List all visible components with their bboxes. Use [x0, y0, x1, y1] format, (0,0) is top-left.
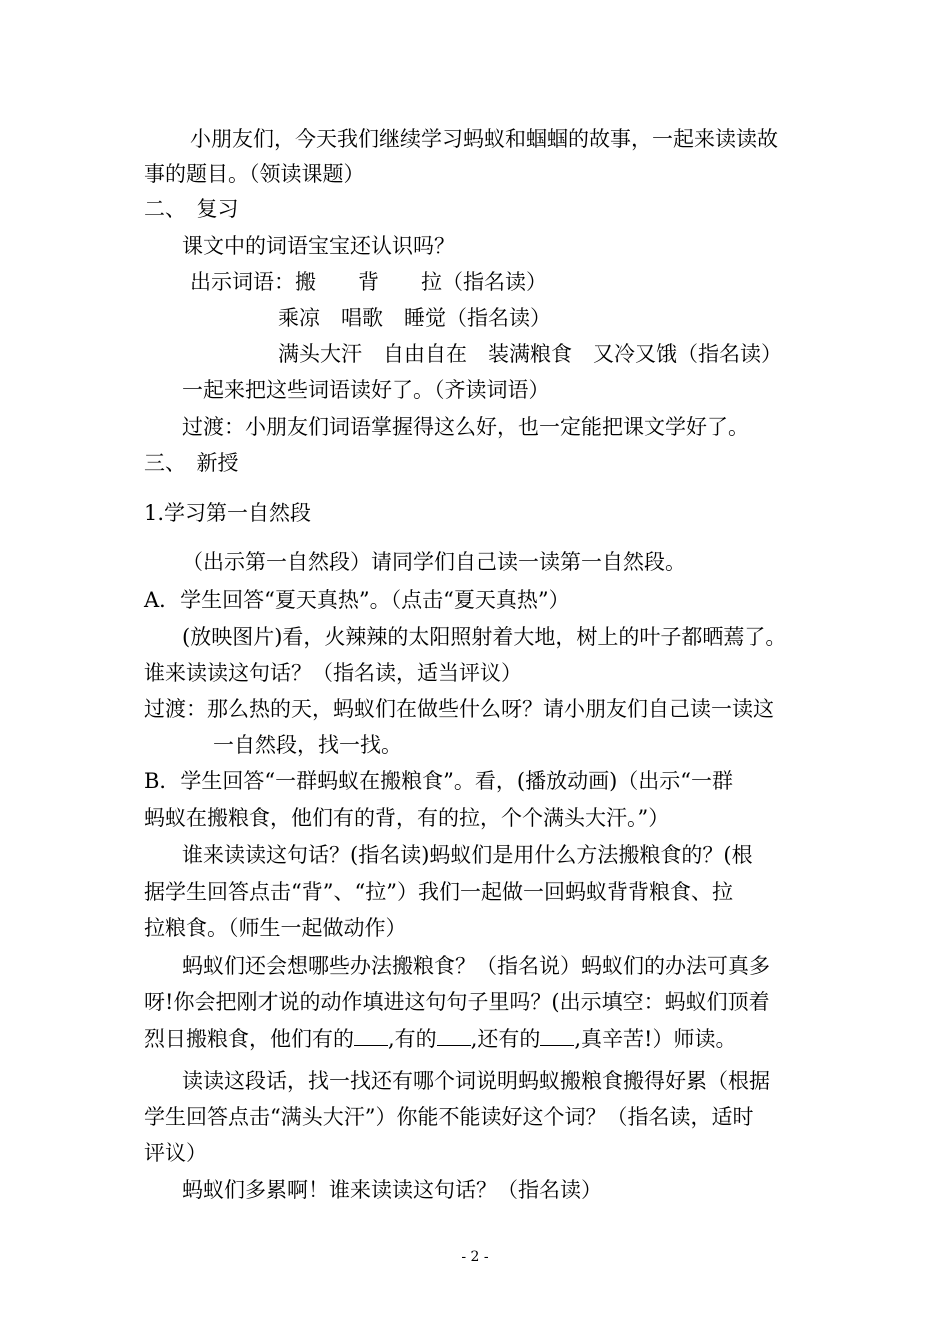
fill-text: ,有的: [388, 1027, 437, 1051]
paragraph-line: 课文中的词语宝宝还认识吗？: [182, 234, 455, 258]
paragraph-line: A．学生回答“夏天真热”。（点击“夏天真热”）: [144, 588, 570, 612]
paragraph-line: 拉粮食。（师生一起做动作）: [144, 916, 407, 940]
word-list-line: 出示词语：搬 背 拉（指名读）: [190, 270, 547, 294]
paragraph-line: (放映图片)看，火辣辣的太阳照射着大地，树上的叶子都晒蔫了。: [182, 625, 787, 649]
paragraph-line: 读读这段话，找一找还有哪个词说明蚂蚁搬粮食搬得好累（根据: [182, 1069, 770, 1093]
paragraph-line: 谁来读读这句话？（指名读，适当评议）: [144, 661, 522, 685]
paragraph-line: 评议）: [144, 1141, 207, 1165]
paragraph-line: 学生回答点击“满头大汗”）你能不能读好这个词？（指名读，适时: [144, 1105, 754, 1129]
subsection-heading: 1.学习第一自然段: [144, 501, 312, 525]
blank-line: [437, 1027, 471, 1046]
paragraph-line: 蚂蚁在搬粮食，他们有的背，有的拉，个个满头大汗。”）: [144, 806, 670, 830]
blank-line: [354, 1027, 388, 1046]
word-list-line: 乘凉 唱歌 睡觉（指名读）: [278, 306, 551, 330]
fill-text: ,真辛苦!）师读。: [574, 1027, 737, 1051]
section-heading-review: 二、 复习: [144, 197, 239, 221]
fill-text: ,还有的: [470, 1027, 541, 1051]
word-list-line: 满头大汗 自由自在 装满粮食 又冷又饿（指名读）: [278, 342, 782, 366]
paragraph-line: 事的题目。（领读课题）: [144, 162, 365, 186]
paragraph-line: 据学生回答点击“背”、“拉”）我们一起做一回蚂蚁背背粮食、拉: [144, 880, 733, 904]
paragraph-line: 一起来把这些词语读好了。（齐读词语）: [182, 378, 550, 402]
section-heading-new: 三、 新授: [144, 451, 239, 475]
paragraph-line: 过渡：小朋友们词语掌握得这么好，也一定能把课文学好了。: [182, 415, 749, 439]
paragraph-line: 呀!你会把刚才说的动作填进这句句子里吗？(出示填空：蚂蚁们顶着: [144, 990, 770, 1014]
blank-line: [540, 1027, 574, 1046]
paragraph-line: 一自然段，找一找。: [213, 733, 402, 757]
paragraph-line: 谁来读读这句话？(指名读)蚂蚁们是用什么方法搬粮食的？(根: [182, 843, 753, 867]
paragraph-line: （出示第一自然段）请同学们自己读一读第一自然段。: [182, 550, 686, 574]
paragraph-line: B．学生回答“一群蚂蚁在搬粮食”。看，(播放动画)（出示“一群: [144, 769, 734, 793]
paragraph-line: 过渡：那么热的天，蚂蚁们在做些什么呀？请小朋友们自己读一读这: [144, 697, 774, 721]
page-number: - 2 -: [461, 1249, 489, 1265]
fill-text: 烈日搬粮食，他们有的: [144, 1027, 354, 1051]
paragraph-line: 蚂蚁们多累啊！谁来读读这句话？（指名读）: [182, 1178, 602, 1202]
fill-in-blank-line: [144, 1024, 737, 1054]
paragraph-line: 小朋友们，今天我们继续学习蚂蚁和蝈蝈的故事，一起来读读故: [190, 127, 778, 151]
paragraph-line: 蚂蚁们还会想哪些办法搬粮食？（指名说）蚂蚁们的办法可真多: [182, 954, 770, 978]
